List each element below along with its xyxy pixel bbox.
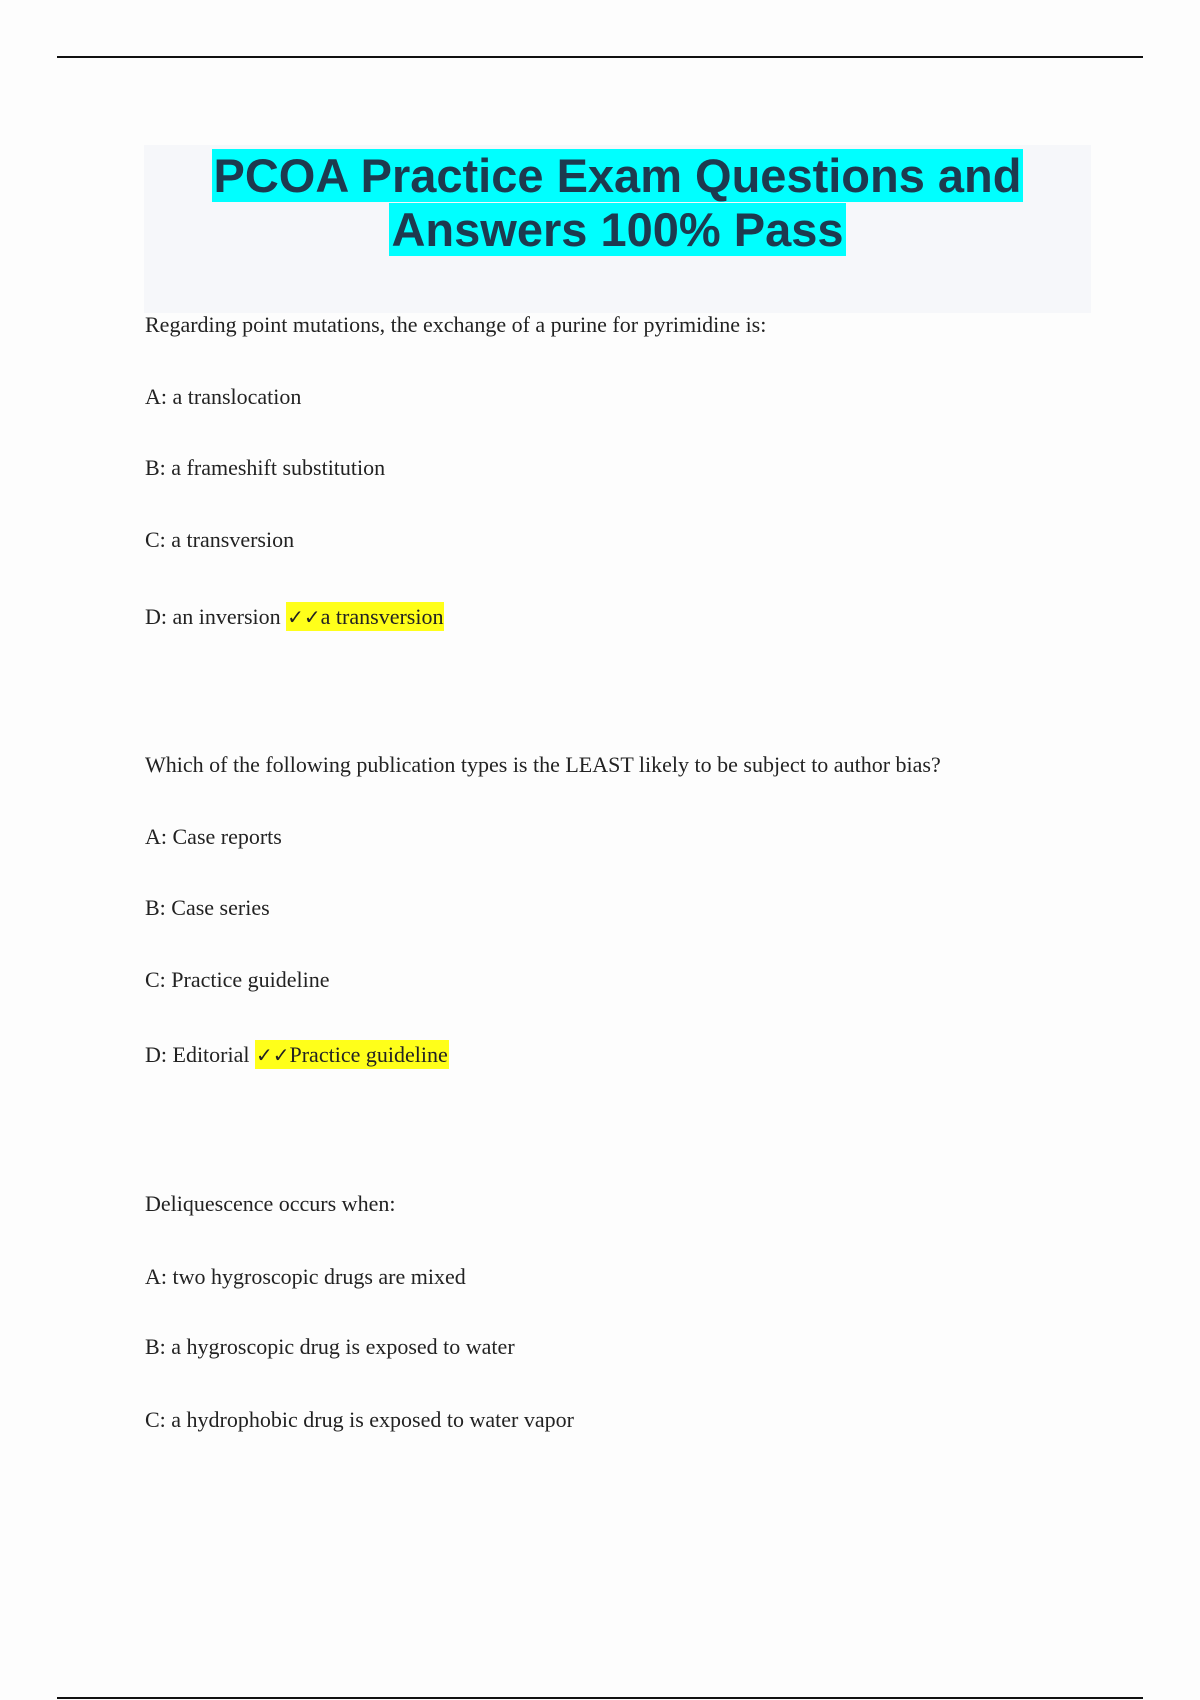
question-1: Regarding point mutations, the exchange of a purine for pyrimidine is:: [145, 312, 767, 337]
top-rule: [57, 56, 1143, 58]
answer-2: ✓✓Practice guideline: [255, 1042, 448, 1067]
option-1a: A: a translocation: [145, 384, 302, 409]
answer-1: ✓✓a transversion: [287, 604, 444, 629]
bottom-rule: [57, 1697, 1143, 1699]
option-3b: B: a hygroscopic drug is exposed to water: [145, 1334, 515, 1359]
option-1c: C: a transversion: [145, 527, 295, 552]
title-banner: [144, 145, 1091, 313]
option-2a: A: Case reports: [145, 824, 282, 849]
option-1b: B: a frameshift substitution: [145, 455, 386, 480]
option-3a: A: two hygroscopic drugs are mixed: [145, 1264, 466, 1289]
option-2d: D: Editorial: [145, 1042, 250, 1067]
option-1d: D: an inversion: [145, 604, 281, 629]
option-2b: B: Case series: [145, 895, 270, 920]
question-2: Which of the following publication types is the LEAST likely to be subject to author bias?: [145, 752, 941, 777]
option-2d-row: [145, 1042, 449, 1068]
option-1d-row: [145, 604, 444, 630]
question-3: Deliquescence occurs when:: [145, 1191, 396, 1216]
double-check-icon: ✓✓: [255, 1043, 290, 1067]
document-title: PCOA Practice Exam Questions and Answers 100% Pass: [213, 149, 1022, 256]
double-check-icon: ✓✓: [287, 605, 321, 629]
option-3c: C: a hydrophobic drug is exposed to water vapor: [145, 1407, 574, 1432]
option-2c: C: Practice guideline: [145, 967, 330, 992]
